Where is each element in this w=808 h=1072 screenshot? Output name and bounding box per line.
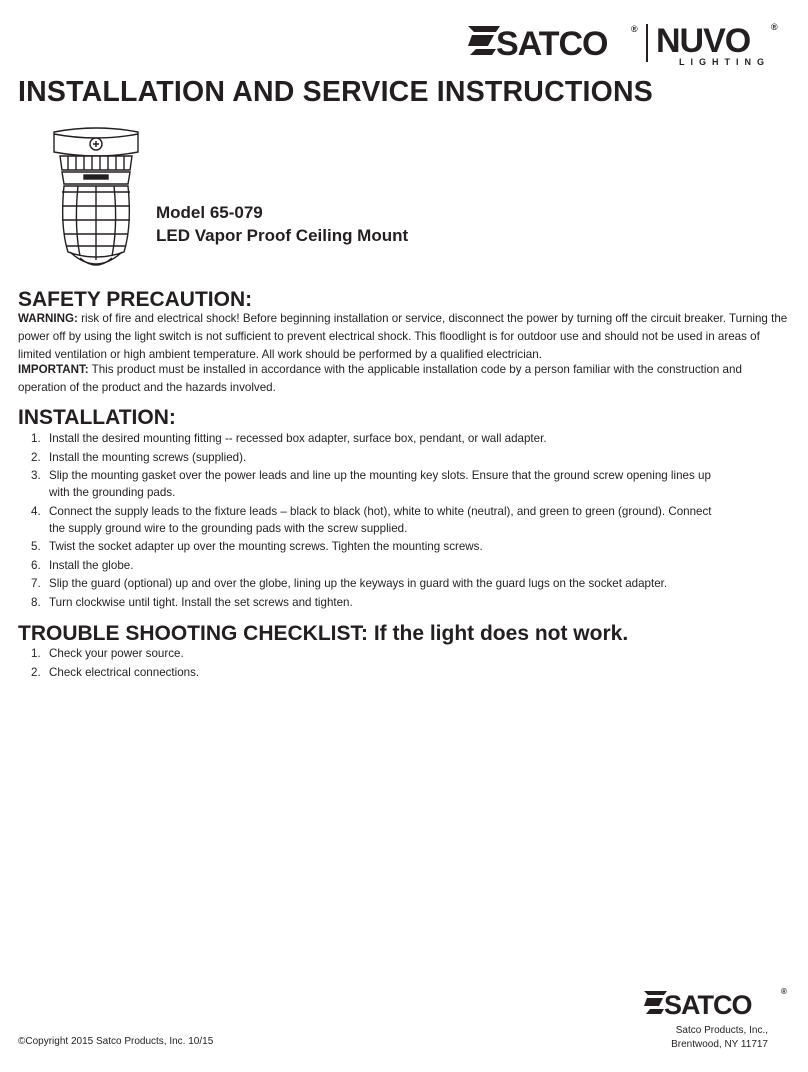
important-label: IMPORTANT: (18, 363, 89, 376)
important-paragraph (18, 361, 793, 397)
satco-footer-registered: ® (781, 987, 787, 996)
troubleshooting-steps-list (18, 645, 778, 682)
installation-step: 3. Slip the mounting gasket over the power leads and line up the mounting key slots. Ensure that the ground screw opening lines up with the grounding pads. (31, 469, 711, 499)
nuvo-wordmark: NUVO (656, 22, 751, 60)
model-info (156, 201, 408, 247)
installation-step: 6. Install the globe. (31, 558, 134, 572)
model-number: Model 65-079 (156, 203, 263, 222)
satco-wordmark: SATCO (496, 25, 608, 63)
company-address (671, 1024, 768, 1052)
satco-footer-wordmark: SATCO (664, 990, 752, 1020)
company-name: Satco Products, Inc., (675, 1025, 768, 1036)
page-title: INSTALLATION AND SERVICE INSTRUCTIONS (18, 76, 653, 108)
installation-step: 7. Slip the guard (optional) up and over the globe, lining up the keyways in guard with the guard lugs on the socket adapter. (31, 577, 668, 590)
installation-step: 5. Twist the socket adapter up over the mounting screws. Tighten the mounting screws. (31, 540, 483, 553)
satco-footer-logo (643, 985, 790, 1021)
nuvo-lighting-text: LIGHTING (679, 57, 770, 67)
safety-heading: SAFETY PRECAUTION: (18, 288, 253, 311)
troubleshooting-heading: TROUBLE SHOOTING CHECKLIST: If the light does not work. (18, 622, 629, 645)
installation-heading: INSTALLATION: (18, 406, 176, 429)
logo-divider (646, 24, 648, 62)
installation-step: 8. Turn clockwise until tight. Install the set screws and tighten. (31, 595, 353, 609)
installation-step: 2. Install the mounting screws (supplied). (31, 450, 247, 464)
company-location: Brentwood, NY 11717 (671, 1039, 768, 1050)
satco-registered-mark: ® (631, 24, 638, 34)
installation-steps-list (18, 430, 778, 612)
nuvo-registered-mark: ® (771, 22, 778, 32)
vapor-proof-fixture-illustration (48, 126, 144, 276)
copyright-notice: ©Copyright 2015 Satco Products, Inc. 10/15 (18, 1036, 214, 1047)
important-text: This product must be installed in accordance with the applicable installation code by a person familiar with the construction and operation of the product and the hazards involved. (18, 363, 742, 394)
model-name: LED Vapor Proof Ceiling Mount (156, 226, 409, 245)
troubleshooting-step: 1. Check your power source. (31, 647, 184, 660)
troubleshooting-step: 2. Check electrical connections. (31, 665, 200, 679)
installation-step: 1. Install the desired mounting fitting -- recessed box adapter, surface box, pendant, or wall adapter. (31, 432, 547, 445)
warning-text: risk of fire and electrical shock! Before beginning installation or service, disconnect the power by turning off the circuit breaker. Turning the power off by using the light switch is not sufficient to prevent electrical shock. This floodlight is for outdoor use and should not be used in areas of limited ventilation or high ambient temperature. All work should be performed by a qualified electrician. (18, 312, 788, 361)
installation-step: 4. Connect the supply leads to the fixture leads – black to black (hot), white to white (neutral), and green to green (ground). Connect the supply ground wire to the grounding pads with the screw supplied. (31, 504, 712, 535)
warning-paragraph (18, 310, 793, 364)
warning-label: WARNING: (18, 312, 78, 325)
satco-nuvo-logo (466, 18, 791, 68)
